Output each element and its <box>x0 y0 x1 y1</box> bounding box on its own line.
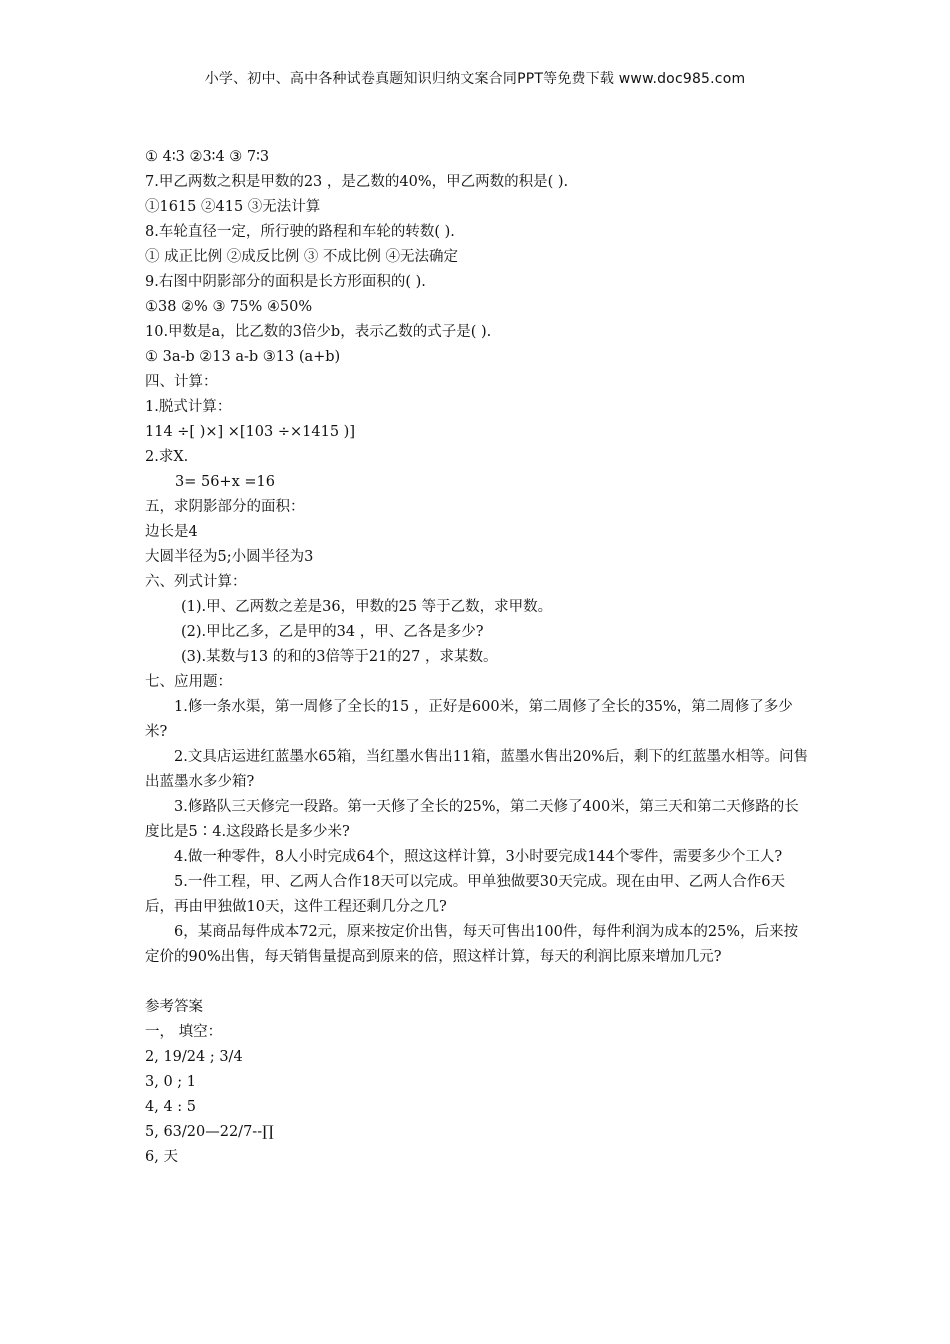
answer-options-7: ①1615 ②415 ③无法计算 <box>145 199 321 215</box>
question-8: 8.车轮直径一定，所行驶的路程和车轮的转数( ). <box>145 224 455 240</box>
question-10: 10.甲数是a，比乙数的3倍少b，表示乙数的式子是( ). <box>145 324 492 340</box>
area-note-radius: 大圆半径为5;小圆半径为3 <box>145 549 314 565</box>
answer-line: 3, 0 ; 1 <box>145 1074 196 1090</box>
question-7: 7.甲乙两数之积是甲数的23 ，是乙数的40%，甲乙两数的积是( ). <box>145 174 569 190</box>
document-body <box>145 145 810 1170</box>
answer-line: 4, 4 : 5 <box>145 1099 196 1115</box>
equation: 3= 56+x =16 <box>175 474 275 490</box>
list-calc-item: (1).甲、乙两数之差是36，甲数的25 等于乙数，求甲数。 <box>181 599 553 615</box>
application-problem: 3.修路队三天修完一段路。第一天修了全长的25%，第二天修了400米，第三天和第二天修路的长度比是5∶4.这段路长是多少米? <box>145 799 799 840</box>
answer-line: 6, 天 <box>145 1149 178 1165</box>
answer-line: 一， 填空： <box>145 1024 223 1040</box>
answers-title: 参考答案 <box>145 999 203 1015</box>
answer-line: 5, 63/20—22/7--∏ <box>145 1124 274 1140</box>
answer-line: 2, 19/24 ; 3/4 <box>145 1049 243 1065</box>
calc-item-1: 1.脱式计算： <box>145 399 232 415</box>
question-9: 9.右图中阴影部分的面积是长方形面积的( ). <box>145 274 426 290</box>
spacer <box>145 970 810 995</box>
page-header: 小学、初中、高中各种试卷真题知识归纳文案合同PPT等免费下载 www.doc985.com <box>204 71 746 87</box>
application-problem: 1.修一条水渠，第一周修了全长的15 ，正好是600米，第二周修了全长的35%，第二周修了多少米? <box>145 699 793 740</box>
area-note-side: 边长是4 <box>145 524 198 540</box>
section-heading-area: 五，求阴影部分的面积： <box>145 499 305 515</box>
application-problem: 4.做一种零件，8人小时完成64个，照这这样计算，3小时要完成144个零件，需要多少个工人? <box>174 849 783 865</box>
application-problem: 5.一件工程，甲、乙两人合作18天可以完成。甲单独做要30天完成。现在由甲、乙两人合作6天后，再由甲独做10天，这件工程还剩几分之几? <box>145 874 785 915</box>
list-calc-item: (3).某数与13 的和的3倍等于21的27 ，求某数。 <box>181 649 498 665</box>
section-heading-calc: 四、计算： <box>145 374 218 390</box>
answer-options-9: ①38 ②% ③ 75% ④50% <box>145 299 313 315</box>
section-heading-list-calc: 六、列式计算： <box>145 574 247 590</box>
application-problem: 2.文具店运进红蓝墨水65箱，当红墨水售出11箱，蓝墨水售出20%后，剩下的红蓝墨水相等。问售出蓝墨水多少箱? <box>145 749 808 790</box>
calc-expression: 114 ÷[ )×] ×[103 ÷×1415 )] <box>145 424 355 440</box>
application-problem: 6，某商品每件成本72元，原来按定价出售，每天可售出100件，每件利润为成本的25%，后来按定价的90%出售，每天销售量提高到原来的倍，照这样计算，每天的利润比原来增加几元? <box>145 924 799 965</box>
calc-item-2: 2.求X. <box>145 449 189 465</box>
answer-options-10: ① 3a-b ②13 a-b ③13 (a+b) <box>145 349 341 365</box>
section-heading-application: 七、应用题： <box>145 674 232 690</box>
list-calc-item: (2).甲比乙多，乙是甲的34 ，甲、乙各是多少? <box>181 624 484 640</box>
answer-options-8: ① 成正比例 ②成反比例 ③ 不成比例 ④无法确定 <box>145 249 459 265</box>
answer-options-6: ① 4∶3 ②3∶4 ③ 7∶3 <box>145 149 270 165</box>
